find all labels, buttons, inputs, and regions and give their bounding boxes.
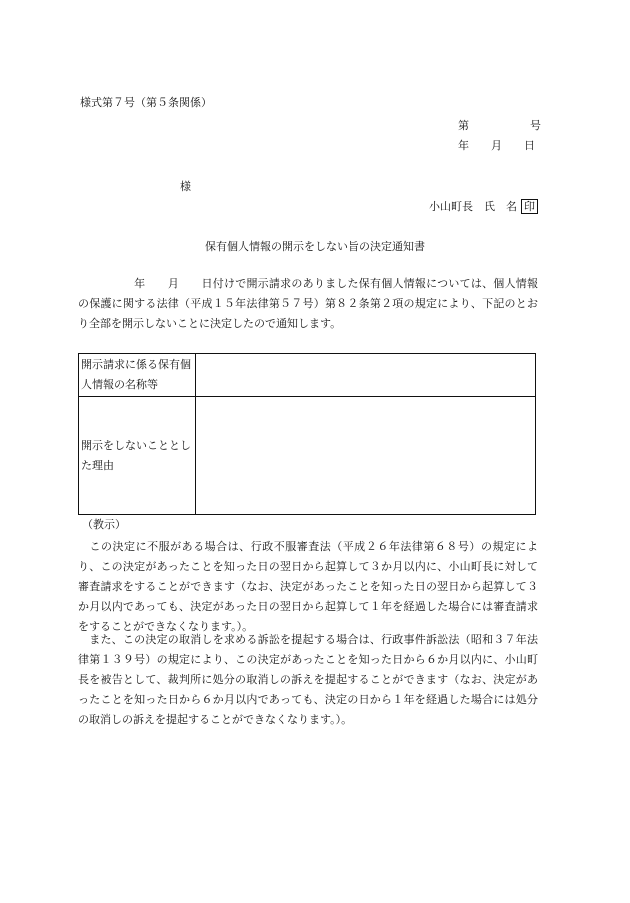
document-number-suffix: 号 <box>530 119 541 132</box>
document-title: 保有個人情報の開示をしない旨の決定通知書 <box>205 240 425 253</box>
info-table <box>78 353 536 515</box>
table-value-cell <box>196 354 536 397</box>
table-row <box>79 397 536 515</box>
issuer-name-label: 小山町長 氏 名 <box>429 200 517 213</box>
table-label-cell: 開示請求に係る保有個人情報の名称等 <box>79 354 196 397</box>
table-value-cell <box>196 397 536 515</box>
addressee-suffix: 様 <box>180 180 191 193</box>
issuer-line <box>429 199 538 214</box>
date-year: 年 <box>458 139 469 152</box>
document-number-label: 第 <box>458 119 469 132</box>
date-month: 月 <box>491 139 502 152</box>
seal-mark: 印 <box>521 199 538 214</box>
table-label-cell: 開示をしないこととした理由 <box>79 397 196 515</box>
table-row <box>79 354 536 397</box>
form-number: 様式第７号（第５条関係） <box>80 96 212 109</box>
instructions-heading: （教示） <box>82 518 126 531</box>
instructions-paragraph: また、この決定の取消しを求める訴訟を提起する場合は、行政事件訴訟法（昭和３７年法律第１３９号）の規定により、この決定があったことを知った日から６か月以内に、小山町長を被告として、裁判所に処分の取消しの訴えを提起することができます（なお、決定があったことを知った日から６か月以内であっても、決定の日から１年を経過した場合には処分の取消しの訴えを提起することができなくなります。）。 <box>78 633 538 726</box>
date-line <box>458 140 535 151</box>
instructions-paragraph: この決定に不服がある場合は、行政不服審査法（平成２６年法律第６８号）の規定により、この決定があったことを知った日の翌日から起算して３か月以内に、小山町長に対して審査請求をすることができます（なお、決定があったことを知った日の翌日から起算して３か月以内であっても、決定があった日の翌日から起算して１年を経過した場合には審査請求をすることができなくなります。）。 <box>78 540 538 633</box>
intro-paragraph: 年 月 日付けで開示請求のありました保有個人情報については、個人情報の保護に関する法律（平成１５年法律第５７号）第８２条第２項の規定により、下記のとおり全部を開示しないことに決定したので通知します。 <box>78 277 538 330</box>
date-day: 日 <box>524 139 535 152</box>
